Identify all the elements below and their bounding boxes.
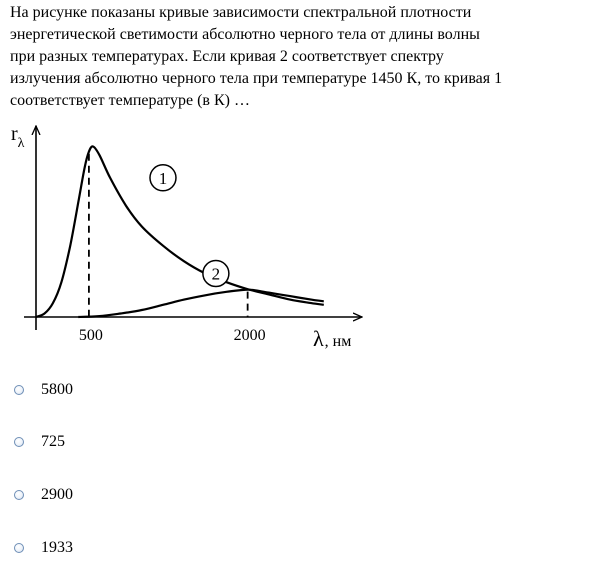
x-tick-label: 500 [78,327,103,344]
y-axis-label: $r_\lambda$ [11,123,25,151]
answer-label: 5800 [41,381,73,398]
spectral-density-chart [0,118,380,358]
question-line: излучения абсолютно черного тела при температуре 1450 К, то кривая 1 [10,70,503,87]
answer-option-2900[interactable] [14,485,73,505]
question-line: при разных температурах. Если кривая 2 соответствует спектру [10,48,444,65]
answer-label: 725 [41,433,65,450]
radio-button[interactable] [14,385,24,395]
answer-option-5800[interactable] [14,380,73,400]
x-tick-label: 2000 [233,327,266,344]
question-line: На рисунке показаны кривые зависимости спектральной плотности [10,4,472,21]
x-axis-label: λ, нм [313,326,352,351]
radio-button[interactable] [14,437,24,447]
answer-label: 1933 [41,539,73,556]
radio-button[interactable] [14,543,24,553]
answer-option-725[interactable] [14,432,65,452]
curve-label-2: 2 [211,264,221,284]
curve-2 [78,290,323,317]
question-line: соответствует температуре (в К) … [10,92,250,109]
curve-label-1: 1 [158,168,168,188]
question-line: энергетической светимости абсолютно черного тела от длины волны [10,26,480,43]
answer-option-1933[interactable] [14,538,73,558]
radio-button[interactable] [14,490,24,500]
question-text [10,2,598,112]
curve-1 [36,146,324,317]
answer-label: 2900 [41,486,73,503]
